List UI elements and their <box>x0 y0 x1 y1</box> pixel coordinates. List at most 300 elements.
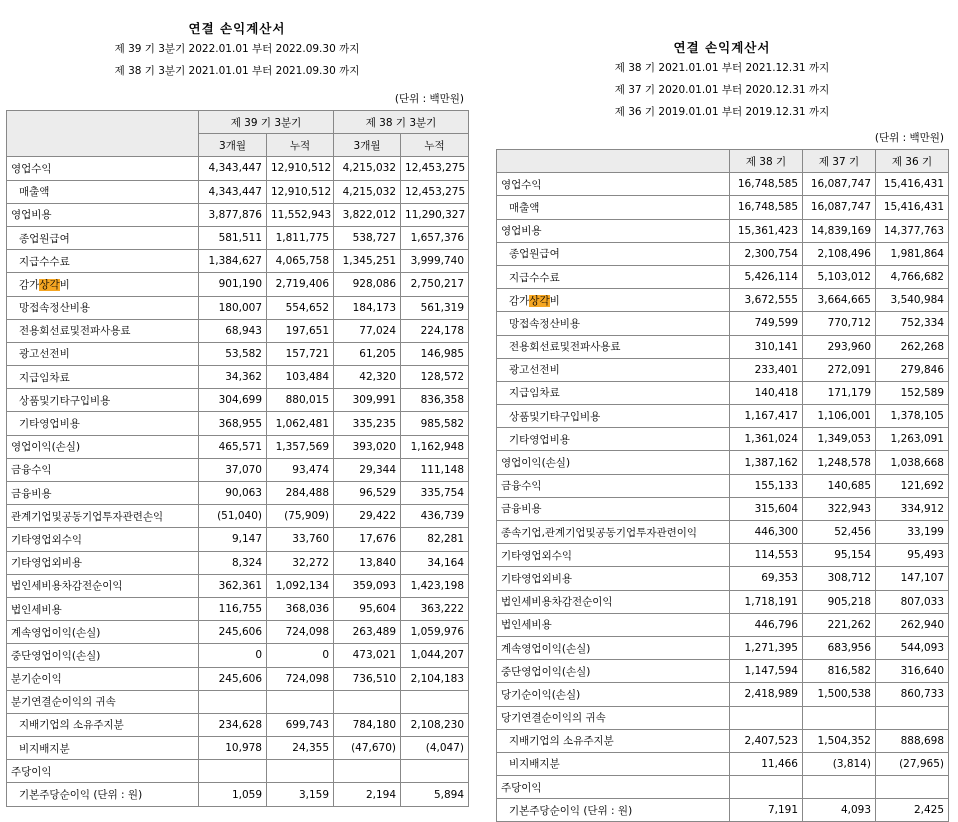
row-label: 기타영업비용 <box>497 428 730 451</box>
value-cell: 699,743 <box>267 713 334 736</box>
value-cell: 1,062,481 <box>267 412 334 435</box>
value-cell: 1,162,948 <box>401 435 469 458</box>
value-cell: 16,087,747 <box>803 173 876 196</box>
value-cell: 724,098 <box>267 621 334 644</box>
row-label: 매출액 <box>497 196 730 219</box>
value-cell: 16,748,585 <box>730 173 803 196</box>
value-cell: 544,093 <box>876 636 949 659</box>
value-cell: 69,353 <box>730 567 803 590</box>
table-row <box>497 683 949 706</box>
statement-title: 연결 손익계산서 <box>188 21 286 36</box>
value-cell <box>401 760 469 783</box>
value-cell: 93,474 <box>267 458 334 481</box>
value-cell: 1,059 <box>199 783 267 806</box>
row-label: 종업원급여 <box>497 242 730 265</box>
value-cell: 446,300 <box>730 521 803 544</box>
table-row <box>7 528 469 551</box>
row-label: 영업수익 <box>497 173 730 196</box>
value-cell <box>803 706 876 729</box>
value-cell: 561,319 <box>401 296 469 319</box>
value-cell: 1,423,198 <box>401 574 469 597</box>
period-line: 제 38 기 2021.01.01 부터 2021.12.31 까지 <box>614 62 830 74</box>
table-row <box>7 296 469 319</box>
table-row <box>7 226 469 249</box>
value-cell: (3,814) <box>803 752 876 775</box>
value-cell: 10,978 <box>199 737 267 760</box>
row-label: 금융수익 <box>7 458 199 481</box>
value-cell: 53,582 <box>199 342 267 365</box>
value-cell: 95,154 <box>803 544 876 567</box>
table-row <box>497 521 949 544</box>
value-cell <box>267 760 334 783</box>
value-cell: 1,657,376 <box>401 226 469 249</box>
table-row <box>7 737 469 760</box>
value-cell: 293,960 <box>803 335 876 358</box>
table-row <box>7 435 469 458</box>
value-cell: 61,205 <box>334 342 401 365</box>
table-row <box>7 644 469 667</box>
row-label: 기본주당순이익 (단위 : 원) <box>7 783 199 806</box>
value-cell: 152,589 <box>876 381 949 404</box>
value-cell: (51,040) <box>199 505 267 528</box>
value-cell: 68,943 <box>199 319 267 342</box>
unit-label: (단위 : 백만원) <box>394 93 464 105</box>
value-cell: 42,320 <box>334 366 401 389</box>
value-cell <box>803 776 876 799</box>
value-cell: 272,091 <box>803 358 876 381</box>
row-label: 지급임차료 <box>497 381 730 404</box>
value-cell: 24,355 <box>267 737 334 760</box>
table-row <box>497 636 949 659</box>
value-cell <box>334 690 401 713</box>
row-label: 법인세비용 <box>7 597 199 620</box>
value-cell <box>730 776 803 799</box>
row-label: 금융비용 <box>497 497 730 520</box>
value-cell: 315,604 <box>730 497 803 520</box>
value-cell: 985,582 <box>401 412 469 435</box>
value-cell: 724,098 <box>267 667 334 690</box>
value-cell: 368,955 <box>199 412 267 435</box>
value-cell: 15,361,423 <box>730 219 803 242</box>
header-group: 제 39 기 3분기 <box>199 111 334 134</box>
value-cell: 103,484 <box>267 366 334 389</box>
value-cell: 5,426,114 <box>730 265 803 288</box>
value-cell: 3,877,876 <box>199 203 267 226</box>
value-cell: 880,015 <box>267 389 334 412</box>
value-cell: 29,344 <box>334 458 401 481</box>
value-cell: 13,840 <box>334 551 401 574</box>
table-row <box>7 412 469 435</box>
value-cell: 2,104,183 <box>401 667 469 690</box>
value-cell: 1,263,091 <box>876 428 949 451</box>
row-label: 법인세비용 <box>497 613 730 636</box>
value-cell: 1,044,207 <box>401 644 469 667</box>
table-row <box>497 335 949 358</box>
table-row <box>497 660 949 683</box>
value-cell: 90,063 <box>199 482 267 505</box>
row-label: 당기연결순이익의 귀속 <box>497 706 730 729</box>
row-label: 분기연결순이익의 귀속 <box>7 690 199 713</box>
row-label: 기타영업비용 <box>7 412 199 435</box>
value-cell: 1,504,352 <box>803 729 876 752</box>
period-line: 제 39 기 3분기 2022.01.01 부터 2022.09.30 까지 <box>114 43 360 55</box>
row-label: 계속영업이익(손실) <box>7 621 199 644</box>
value-cell: 928,086 <box>334 273 401 296</box>
table-row <box>7 157 469 180</box>
row-label: 주당이익 <box>7 760 199 783</box>
value-cell: 860,733 <box>876 683 949 706</box>
value-cell: 0 <box>267 644 334 667</box>
value-cell: 1,361,024 <box>730 428 803 451</box>
row-label: 당기순이익(손실) <box>497 683 730 706</box>
value-cell: 2,108,496 <box>803 242 876 265</box>
value-cell: (4,047) <box>401 737 469 760</box>
value-cell: 11,290,327 <box>401 203 469 226</box>
value-cell: 1,387,162 <box>730 451 803 474</box>
table-row <box>7 273 469 296</box>
value-cell: 8,324 <box>199 551 267 574</box>
value-cell <box>730 706 803 729</box>
value-cell: 14,839,169 <box>803 219 876 242</box>
table-row <box>497 219 949 242</box>
value-cell: 16,087,747 <box>803 196 876 219</box>
year-header: 제 37 기 <box>803 150 876 173</box>
value-cell: 1,349,053 <box>803 428 876 451</box>
search-highlight: 상각 <box>529 294 550 307</box>
value-cell: 538,727 <box>334 226 401 249</box>
value-cell: 95,604 <box>334 597 401 620</box>
table-row <box>497 265 949 288</box>
table-row <box>497 752 949 775</box>
row-label: 전용회선료및전파사용료 <box>497 335 730 358</box>
value-cell: 34,362 <box>199 366 267 389</box>
value-cell: 446,796 <box>730 613 803 636</box>
row-label: 망접속정산비용 <box>497 312 730 335</box>
row-label: 주당이익 <box>497 776 730 799</box>
row-label: 매출액 <box>7 180 199 203</box>
value-cell: 334,912 <box>876 497 949 520</box>
value-cell: 770,712 <box>803 312 876 335</box>
value-cell: 32,272 <box>267 551 334 574</box>
table-row <box>7 458 469 481</box>
period-line: 제 37 기 2020.01.01 부터 2020.12.31 까지 <box>614 84 830 96</box>
row-label: 금융비용 <box>7 482 199 505</box>
table-row <box>497 428 949 451</box>
income-statement-table <box>496 149 949 822</box>
value-cell: 2,750,217 <box>401 273 469 296</box>
row-label: 중단영업이익(손실) <box>497 660 730 683</box>
value-cell: 140,418 <box>730 381 803 404</box>
unit-label: (단위 : 백만원) <box>874 132 944 144</box>
table-row <box>497 312 949 335</box>
value-cell: 184,173 <box>334 296 401 319</box>
value-cell: 368,036 <box>267 597 334 620</box>
value-cell: 96,529 <box>334 482 401 505</box>
value-cell: 12,453,275 <box>401 180 469 203</box>
value-cell <box>199 690 267 713</box>
value-cell: 393,020 <box>334 435 401 458</box>
value-cell: 33,199 <box>876 521 949 544</box>
value-cell <box>267 690 334 713</box>
value-cell: 140,685 <box>803 474 876 497</box>
row-label: 광고선전비 <box>7 342 199 365</box>
value-cell: 114,553 <box>730 544 803 567</box>
table-row <box>497 590 949 613</box>
value-cell: 180,007 <box>199 296 267 319</box>
value-cell: 77,024 <box>334 319 401 342</box>
value-cell: 2,407,523 <box>730 729 803 752</box>
row-label: 광고선전비 <box>497 358 730 381</box>
row-label: 지급수수료 <box>497 265 730 288</box>
value-cell: 2,418,989 <box>730 683 803 706</box>
table-row <box>7 667 469 690</box>
value-cell: 197,651 <box>267 319 334 342</box>
table-row <box>7 621 469 644</box>
value-cell: 363,222 <box>401 597 469 620</box>
value-cell: 7,191 <box>730 799 803 822</box>
sub-header: 3개월 <box>199 134 267 157</box>
value-cell: 308,712 <box>803 567 876 590</box>
table-row <box>497 613 949 636</box>
value-cell: 5,894 <box>401 783 469 806</box>
row-label: 지급수수료 <box>7 250 199 273</box>
value-cell: 3,999,740 <box>401 250 469 273</box>
value-cell <box>876 776 949 799</box>
value-cell: 1,059,976 <box>401 621 469 644</box>
value-cell: 465,571 <box>199 435 267 458</box>
value-cell: 234,628 <box>199 713 267 736</box>
value-cell: 12,910,512 <box>267 157 334 180</box>
header-blank <box>497 150 730 173</box>
value-cell: 11,552,943 <box>267 203 334 226</box>
table-row <box>7 366 469 389</box>
table-row <box>497 567 949 590</box>
value-cell: 436,739 <box>401 505 469 528</box>
value-cell: 362,361 <box>199 574 267 597</box>
table-row <box>7 574 469 597</box>
row-label: 기본주당순이익 (단위 : 원) <box>497 799 730 822</box>
table-row <box>497 289 949 312</box>
value-cell: 171,179 <box>803 381 876 404</box>
value-cell: 146,985 <box>401 342 469 365</box>
value-cell: 15,416,431 <box>876 196 949 219</box>
value-cell: 359,093 <box>334 574 401 597</box>
table-row <box>7 180 469 203</box>
value-cell: 116,755 <box>199 597 267 620</box>
table-row <box>7 250 469 273</box>
table-row <box>497 173 949 196</box>
income-statement-table <box>6 110 469 807</box>
value-cell: 4,343,447 <box>199 180 267 203</box>
value-cell: 262,268 <box>876 335 949 358</box>
row-label: 망접속정산비용 <box>7 296 199 319</box>
value-cell: 888,698 <box>876 729 949 752</box>
value-cell: (27,965) <box>876 752 949 775</box>
value-cell: 316,640 <box>876 660 949 683</box>
value-cell: 4,343,447 <box>199 157 267 180</box>
table-row <box>497 451 949 474</box>
row-label: 지급임차료 <box>7 366 199 389</box>
value-cell: 2,300,754 <box>730 242 803 265</box>
value-cell: 1,345,251 <box>334 250 401 273</box>
value-cell: 1,106,001 <box>803 405 876 428</box>
value-cell: 221,262 <box>803 613 876 636</box>
value-cell: 147,107 <box>876 567 949 590</box>
value-cell: 16,748,585 <box>730 196 803 219</box>
row-label: 영업비용 <box>497 219 730 242</box>
value-cell: 3,664,665 <box>803 289 876 312</box>
value-cell: 11,466 <box>730 752 803 775</box>
value-cell: 807,033 <box>876 590 949 613</box>
search-highlight: 상각 <box>39 278 60 291</box>
value-cell: 1,384,627 <box>199 250 267 273</box>
value-cell: 749,599 <box>730 312 803 335</box>
value-cell: 2,425 <box>876 799 949 822</box>
value-cell: 121,692 <box>876 474 949 497</box>
table-row <box>497 242 949 265</box>
table-row <box>7 505 469 528</box>
value-cell: 17,676 <box>334 528 401 551</box>
value-cell: 52,456 <box>803 521 876 544</box>
value-cell: 4,766,682 <box>876 265 949 288</box>
row-label: 영업수익 <box>7 157 199 180</box>
row-label: 기타영업외수익 <box>7 528 199 551</box>
value-cell: 1,378,105 <box>876 405 949 428</box>
row-label: 종속기업,관계기업및공동기업투자관련이익 <box>497 521 730 544</box>
table-row <box>497 729 949 752</box>
value-cell: 284,488 <box>267 482 334 505</box>
value-cell: 2,194 <box>334 783 401 806</box>
row-label: 법인세비용차감전순이익 <box>497 590 730 613</box>
value-cell: 82,281 <box>401 528 469 551</box>
value-cell <box>401 690 469 713</box>
header-group: 제 38 기 3분기 <box>334 111 469 134</box>
value-cell <box>876 706 949 729</box>
table-row <box>497 196 949 219</box>
row-label: 법인세비용차감전순이익 <box>7 574 199 597</box>
value-cell: 15,416,431 <box>876 173 949 196</box>
table-row <box>7 389 469 412</box>
table-row <box>7 203 469 226</box>
table-row <box>7 760 469 783</box>
value-cell: 157,721 <box>267 342 334 365</box>
header-blank <box>7 111 199 157</box>
row-label: 지배기업의 소유주지분 <box>7 713 199 736</box>
row-label: 기타영업외비용 <box>497 567 730 590</box>
row-label: 기타영업외비용 <box>7 551 199 574</box>
value-cell: 3,672,555 <box>730 289 803 312</box>
value-cell: 12,453,275 <box>401 157 469 180</box>
value-cell: 1,092,134 <box>267 574 334 597</box>
value-cell: 3,540,984 <box>876 289 949 312</box>
value-cell: 95,493 <box>876 544 949 567</box>
value-cell: 1,271,395 <box>730 636 803 659</box>
row-label: 비지배지분 <box>497 752 730 775</box>
table-row <box>497 358 949 381</box>
period-line: 제 36 기 2019.01.01 부터 2019.12.31 까지 <box>614 106 830 118</box>
value-cell: 224,178 <box>401 319 469 342</box>
value-cell: 309,991 <box>334 389 401 412</box>
value-cell: 554,652 <box>267 296 334 319</box>
value-cell: 262,940 <box>876 613 949 636</box>
table-row <box>7 690 469 713</box>
table-row <box>7 551 469 574</box>
table-row <box>497 405 949 428</box>
value-cell: 4,215,032 <box>334 180 401 203</box>
value-cell: 335,754 <box>401 482 469 505</box>
value-cell: 3,159 <box>267 783 334 806</box>
value-cell: 263,489 <box>334 621 401 644</box>
value-cell: 473,021 <box>334 644 401 667</box>
value-cell: 37,070 <box>199 458 267 481</box>
value-cell: 111,148 <box>401 458 469 481</box>
value-cell: 1,500,538 <box>803 683 876 706</box>
value-cell: 1,357,569 <box>267 435 334 458</box>
row-label: 분기순이익 <box>7 667 199 690</box>
table-row <box>7 342 469 365</box>
row-label: 계속영업이익(손실) <box>497 636 730 659</box>
row-label: 전용회선료및전파사용료 <box>7 319 199 342</box>
value-cell: 245,606 <box>199 667 267 690</box>
value-cell: 1,718,191 <box>730 590 803 613</box>
table-row <box>7 319 469 342</box>
row-label: 지배기업의 소유주지분 <box>497 729 730 752</box>
sub-header: 누적 <box>401 134 469 157</box>
value-cell: 784,180 <box>334 713 401 736</box>
value-cell: 1,248,578 <box>803 451 876 474</box>
value-cell: 245,606 <box>199 621 267 644</box>
header-row <box>497 150 949 173</box>
value-cell: 34,164 <box>401 551 469 574</box>
row-label: 금융수익 <box>497 474 730 497</box>
row-label: 종업원급여 <box>7 226 199 249</box>
table-row <box>7 597 469 620</box>
value-cell: 233,401 <box>730 358 803 381</box>
value-cell: 2,108,230 <box>401 713 469 736</box>
value-cell: 1,147,594 <box>730 660 803 683</box>
value-cell: 836,358 <box>401 389 469 412</box>
table-row <box>7 482 469 505</box>
year-header: 제 38 기 <box>730 150 803 173</box>
value-cell: 310,141 <box>730 335 803 358</box>
value-cell: 581,511 <box>199 226 267 249</box>
statement-title: 연결 손익계산서 <box>673 40 771 55</box>
value-cell: 322,943 <box>803 497 876 520</box>
row-label: 중단영업이익(손실) <box>7 644 199 667</box>
value-cell: 683,956 <box>803 636 876 659</box>
statement-2022-q3 <box>6 0 468 807</box>
value-cell: 29,422 <box>334 505 401 528</box>
table-row <box>497 544 949 567</box>
table-row <box>497 706 949 729</box>
table-row <box>497 497 949 520</box>
value-cell: 816,582 <box>803 660 876 683</box>
value-cell: 304,699 <box>199 389 267 412</box>
table-row <box>7 713 469 736</box>
row-label: 영업이익(손실) <box>497 451 730 474</box>
statement-2021-annual <box>496 0 948 822</box>
value-cell: 279,846 <box>876 358 949 381</box>
value-cell: 33,760 <box>267 528 334 551</box>
sub-header: 3개월 <box>334 134 401 157</box>
row-label: 관계기업및공동기업투자관련손익 <box>7 505 199 528</box>
value-cell <box>199 760 267 783</box>
value-cell: 155,133 <box>730 474 803 497</box>
table-row <box>497 474 949 497</box>
table-row <box>497 799 949 822</box>
value-cell: (47,670) <box>334 737 401 760</box>
value-cell: 335,235 <box>334 412 401 435</box>
